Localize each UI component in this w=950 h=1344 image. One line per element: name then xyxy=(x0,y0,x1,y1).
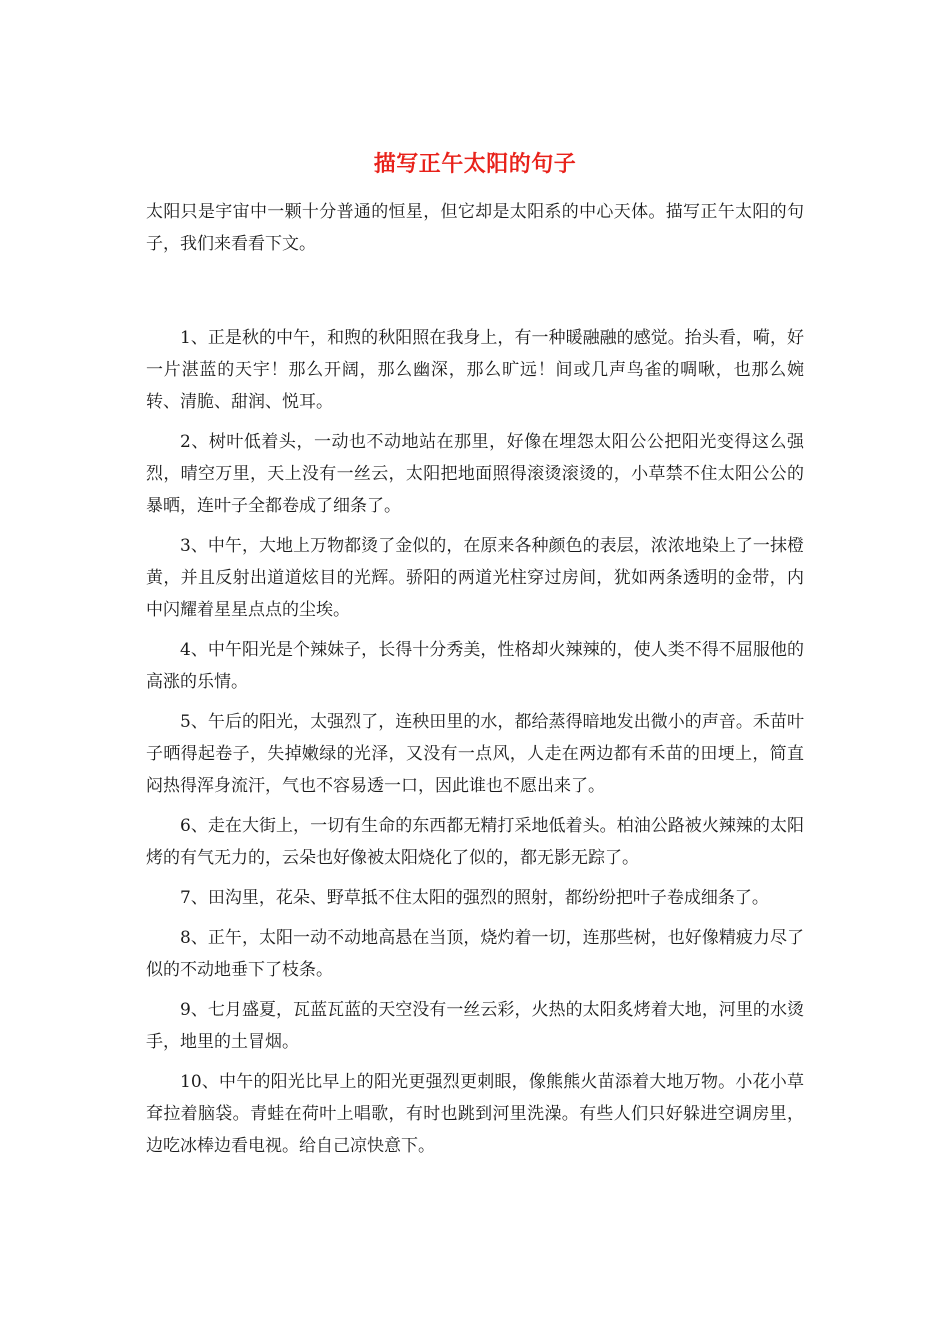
sentence-item-10: 10、中午的阳光比早上的阳光更强烈更刺眼，像熊熊火苗添着大地万物。小花小草耷拉着脑袋。青蛙在荷叶上唱歌，有时也跳到河里洗澡。有些人们只好躲进空调房里，边吃冰棒边看电视。给自己凉快意下。 xyxy=(146,1072,804,1156)
sentence-item-6: 6、走在大街上，一切有生命的东西都无精打采地低着头。柏油公路被火辣辣的太阳烤的有气无力的，云朵也好像被太阳烧化了似的，都无影无踪了。 xyxy=(146,816,804,868)
intro-paragraph: 太阳只是宇宙中一颗十分普通的恒星，但它却是太阳系的中心天体。描写正午太阳的句子，我们来看看下文。 xyxy=(146,202,804,254)
sentence-item-8: 8、正午，太阳一动不动地高悬在当顶，烧灼着一切，连那些树，也好像精疲力尽了似的不动地垂下了枝条。 xyxy=(146,928,804,980)
sentence-item-7: 7、田沟里，花朵、野草抵不住太阳的强烈的照射，都纷纷把叶子卷成细条了。 xyxy=(180,888,769,908)
page-title: 描写正午太阳的句子 xyxy=(373,151,577,177)
sentence-item-1: 1、正是秋的中午，和煦的秋阳照在我身上，有一种暖融融的感觉。抬头看，嗬，好一片湛蓝的天宇！那么开阔，那么幽深，那么旷远！间或几声鸟雀的啁啾，也那么婉转、清脆、甜润、悦耳。 xyxy=(146,328,804,412)
sentence-item-9: 9、七月盛夏，瓦蓝瓦蓝的天空没有一丝云彩，火热的太阳炙烤着大地，河里的水烫手，地里的土冒烟。 xyxy=(146,1000,804,1052)
sentence-item-3: 3、中午，大地上万物都烫了金似的，在原来各种颜色的表层，浓浓地染上了一抹橙黄，并且反射出道道炫目的光辉。骄阳的两道光柱穿过房间，犹如两条透明的金带，内中闪耀着星星点点的尘埃。 xyxy=(146,536,804,620)
sentence-item-5: 5、午后的阳光，太强烈了，连秧田里的水，都给蒸得暗地发出微小的声音。禾苗叶子晒得起卷子，失掉嫩绿的光泽，又没有一点风，人走在两边都有禾苗的田埂上，简直闷热得浑身流汗，气也不容易透一口，因此谁也不愿出来了。 xyxy=(146,712,804,796)
sentence-item-2: 2、树叶低着头，一动也不动地站在那里，好像在埋怨太阳公公把阳光变得这么强烈，晴空万里，天上没有一丝云，太阳把地面照得滚烫滚烫的，小草禁不住太阳公公的暴晒，连叶子全都卷成了细条了。 xyxy=(146,432,804,516)
document-body xyxy=(146,196,804,1170)
sentence-item-4: 4、中午阳光是个辣妹子，长得十分秀美，性格却火辣辣的，使人类不得不屈服他的高涨的乐情。 xyxy=(146,640,804,692)
